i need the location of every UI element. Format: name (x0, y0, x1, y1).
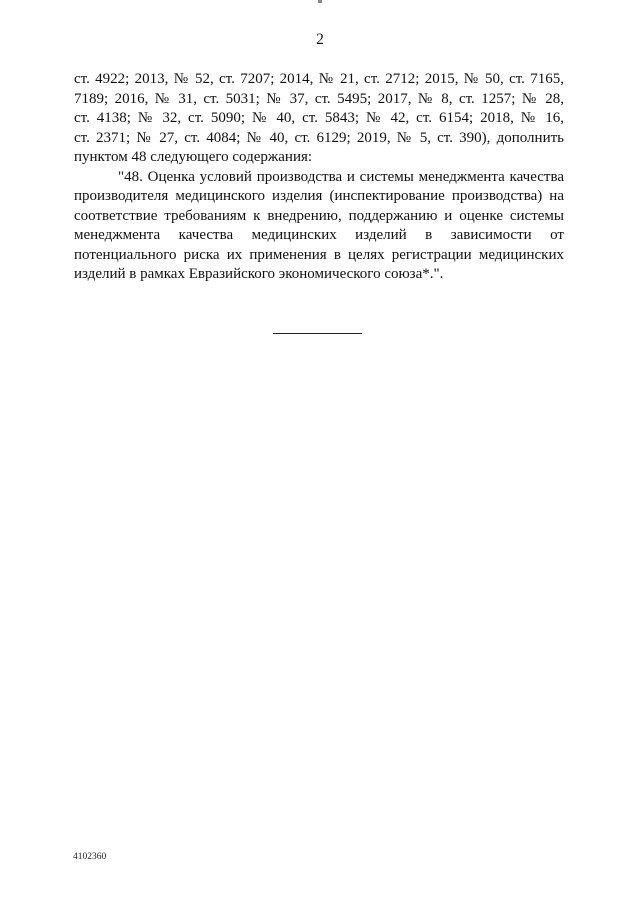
paragraph-citations (74, 70, 564, 168)
text-line: пунктом 48 следующего содержания: (74, 149, 313, 165)
text-line: соответствие требованиям к внедрению, поддержанию и оценке системы (74, 207, 564, 224)
text-line: производителя медицинского изделия (инспектирование производства) на (74, 188, 564, 204)
page-number: 2 (316, 31, 324, 48)
document-body (74, 70, 564, 285)
page-top-mark (318, 0, 322, 3)
footnote-separator (273, 333, 362, 334)
text-line: "48. Оценка условий производства и системы менеджмента качества (118, 168, 564, 185)
text-line: ст. 2371; № 27, ст. 4084; № 40, ст. 6129; 2019, № 5, ст. 390), дополнить (74, 129, 564, 146)
document-code: 4102360 (73, 852, 107, 862)
text-line: ст. 4922; 2013, № 52, ст. 7207; 2014, № 21, ст. 2712; 2015, № 50, ст. 7165, (74, 71, 564, 87)
text-line: изделий в рамках Евразийского экономического союза*.". (74, 266, 444, 282)
text-line: потенциального риска их применения в целях регистрации медицинских (74, 246, 564, 263)
text-line: 7189; 2016, № 31, ст. 5031; № 37, ст. 5495; 2017, № 8, ст. 1257; № 28, (74, 90, 564, 107)
paragraph-item-48 (74, 168, 564, 285)
text-line: ст. 4138; № 32, ст. 5090; № 40, ст. 5843; № 42, ст. 6154; 2018, № 16, (74, 110, 564, 126)
text-line: менеджмента качества медицинских изделий в зависимости от (74, 227, 564, 243)
